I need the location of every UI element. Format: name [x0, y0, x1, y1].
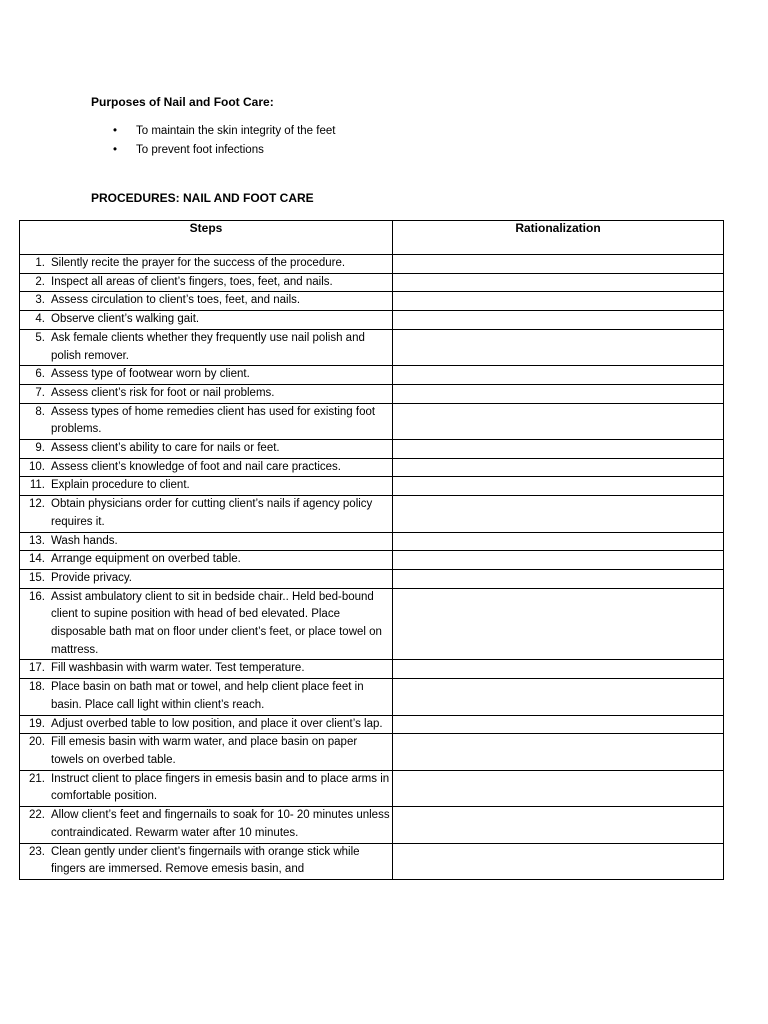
step-text: Allow client’s feet and fingernails to soak for 10- 20 minutes unless contraindicated. Rewarm water after 10 minutes. — [51, 809, 390, 839]
rationalization-cell[interactable] — [393, 458, 724, 477]
step-text: Observe client’s walking gait. — [51, 313, 200, 326]
table-row — [20, 255, 724, 274]
procedure-table-body — [20, 255, 724, 880]
step-cell — [20, 477, 393, 496]
step-cell — [20, 551, 393, 570]
table-row — [20, 807, 724, 843]
step-text: Assess client’s ability to care for nails or feet. — [51, 442, 280, 455]
rationalization-cell[interactable] — [393, 384, 724, 403]
step-cell — [20, 403, 393, 439]
purpose-text: To maintain the skin integrity of the feet — [136, 125, 336, 137]
step-cell — [20, 496, 393, 532]
step-cell — [20, 255, 393, 274]
step-cell — [20, 843, 393, 879]
step-text: Assist ambulatory client to sit in bedside chair.. Held bed-bound client to supine position with head of bed elevated. Place disposable bath mat on floor under client’s feet, or place towel on mattress. — [51, 590, 382, 656]
rationalization-cell[interactable] — [393, 366, 724, 385]
table-row — [20, 569, 724, 588]
step-text: Wash hands. — [51, 534, 118, 547]
step-cell — [20, 292, 393, 311]
step-text: Fill washbasin with warm water. Test temperature. — [51, 662, 305, 675]
table-row — [20, 477, 724, 496]
step-number: 15. — [29, 571, 45, 584]
step-number: 1. — [35, 257, 45, 269]
step-number: 11. — [29, 479, 45, 492]
step-number: 2. — [35, 275, 45, 288]
step-cell — [20, 734, 393, 770]
rationalization-cell[interactable] — [393, 496, 724, 532]
step-cell — [20, 807, 393, 843]
table-row — [20, 273, 724, 292]
table-row — [20, 292, 724, 311]
rationalization-cell[interactable] — [393, 329, 724, 365]
list-item — [113, 143, 335, 162]
table-row — [20, 384, 724, 403]
column-header-steps: Steps — [20, 221, 393, 255]
step-cell — [20, 715, 393, 734]
table-row — [20, 734, 724, 770]
table-row — [20, 532, 724, 551]
step-cell — [20, 770, 393, 806]
table-row — [20, 588, 724, 660]
table-row — [20, 458, 724, 477]
bullet-icon: • — [113, 125, 118, 137]
table-row — [20, 403, 724, 439]
table-row — [20, 551, 724, 570]
table-row — [20, 770, 724, 806]
rationalization-cell[interactable] — [393, 770, 724, 806]
step-cell — [20, 273, 393, 292]
step-text: Silently recite the prayer for the success of the procedure. — [51, 257, 346, 269]
rationalization-cell[interactable] — [393, 273, 724, 292]
step-text: Assess type of footwear worn by client. — [51, 368, 250, 381]
step-text: Provide privacy. — [51, 571, 132, 584]
procedures-heading: PROCEDURES: NAIL AND FOOT CARE — [91, 191, 314, 205]
step-number: 14. — [29, 553, 45, 566]
procedure-table — [19, 220, 724, 880]
step-cell — [20, 458, 393, 477]
step-number: 13. — [29, 534, 45, 547]
rationalization-cell[interactable] — [393, 843, 724, 879]
step-cell — [20, 384, 393, 403]
table-row — [20, 366, 724, 385]
step-number: 18. — [29, 681, 45, 694]
rationalization-cell[interactable] — [393, 551, 724, 570]
step-cell — [20, 440, 393, 459]
rationalization-cell[interactable] — [393, 588, 724, 660]
step-text: Explain procedure to client. — [51, 479, 190, 492]
step-text: Assess client’s risk for foot or nail problems. — [51, 386, 275, 399]
step-number: 22. — [29, 809, 45, 822]
step-text: Inspect all areas of client’s fingers, toes, feet, and nails. — [51, 275, 333, 288]
step-text: Instruct client to place fingers in emesis basin and to place arms in comfortable position. — [51, 772, 390, 803]
step-number: 4. — [35, 313, 45, 326]
step-number: 19. — [29, 717, 45, 730]
step-cell — [20, 660, 393, 679]
column-header-rationalization: Rationalization — [393, 221, 724, 255]
purpose-text: To prevent foot infections — [136, 144, 264, 156]
step-number: 6. — [35, 368, 45, 381]
purposes-list — [113, 124, 335, 162]
step-cell — [20, 569, 393, 588]
table-row — [20, 715, 724, 734]
step-number: 10. — [29, 460, 45, 473]
rationalization-cell[interactable] — [393, 532, 724, 551]
table-row — [20, 660, 724, 679]
table-row — [20, 843, 724, 879]
table-row — [20, 329, 724, 365]
step-number: 21. — [29, 772, 45, 785]
rationalization-cell[interactable] — [393, 292, 724, 311]
step-number: 17. — [29, 662, 45, 675]
step-text: Clean gently under client’s fingernails with orange stick while fingers are immersed. Remove emesis basin, and — [51, 845, 360, 876]
step-cell — [20, 311, 393, 330]
step-cell — [20, 329, 393, 365]
rationalization-cell[interactable] — [393, 715, 724, 734]
step-text: Adjust overbed table to low position, and place it over client’s lap. — [51, 717, 383, 730]
step-number: 23. — [29, 845, 45, 858]
step-cell — [20, 532, 393, 551]
step-text: Assess types of home remedies client has used for existing foot problems. — [51, 405, 376, 436]
table-header-row — [20, 221, 724, 255]
rationalization-cell[interactable] — [393, 311, 724, 330]
table-row — [20, 311, 724, 330]
table-row — [20, 496, 724, 532]
step-text: Assess client’s knowledge of foot and nail care practices. — [51, 460, 341, 473]
table-row — [20, 440, 724, 459]
step-text: Ask female clients whether they frequently use nail polish and polish remover. — [51, 331, 365, 362]
bullet-icon: • — [113, 144, 118, 156]
step-text: Fill emesis basin with warm water, and place basin on paper towels on overbed table. — [51, 736, 358, 766]
rationalization-cell[interactable] — [393, 477, 724, 496]
purposes-heading: Purposes of Nail and Foot Care: — [91, 95, 274, 109]
list-item — [113, 124, 335, 143]
step-number: 12. — [29, 498, 45, 511]
step-number: 3. — [35, 294, 45, 307]
step-text: Place basin on bath mat or towel, and help client place feet in basin. Place call light within client’s reach. — [51, 681, 364, 711]
step-number: 20. — [29, 736, 45, 749]
step-text: Obtain physicians order for cutting client’s nails if agency policy requires it. — [51, 498, 373, 528]
step-number: 8. — [35, 405, 45, 418]
rationalization-cell[interactable] — [393, 734, 724, 770]
rationalization-cell[interactable] — [393, 569, 724, 588]
rationalization-cell[interactable] — [393, 660, 724, 679]
step-cell — [20, 366, 393, 385]
rationalization-cell[interactable] — [393, 440, 724, 459]
step-number: 7. — [35, 386, 45, 399]
rationalization-cell[interactable] — [393, 807, 724, 843]
table-row — [20, 679, 724, 715]
rationalization-cell[interactable] — [393, 255, 724, 274]
step-cell — [20, 588, 393, 660]
rationalization-cell[interactable] — [393, 403, 724, 439]
rationalization-cell[interactable] — [393, 679, 724, 715]
step-number: 5. — [35, 331, 45, 344]
step-cell — [20, 679, 393, 715]
step-text: Assess circulation to client’s toes, feet, and nails. — [51, 294, 301, 307]
step-number: 16. — [29, 590, 45, 603]
step-text: Arrange equipment on overbed table. — [51, 553, 241, 566]
step-number: 9. — [35, 442, 45, 455]
